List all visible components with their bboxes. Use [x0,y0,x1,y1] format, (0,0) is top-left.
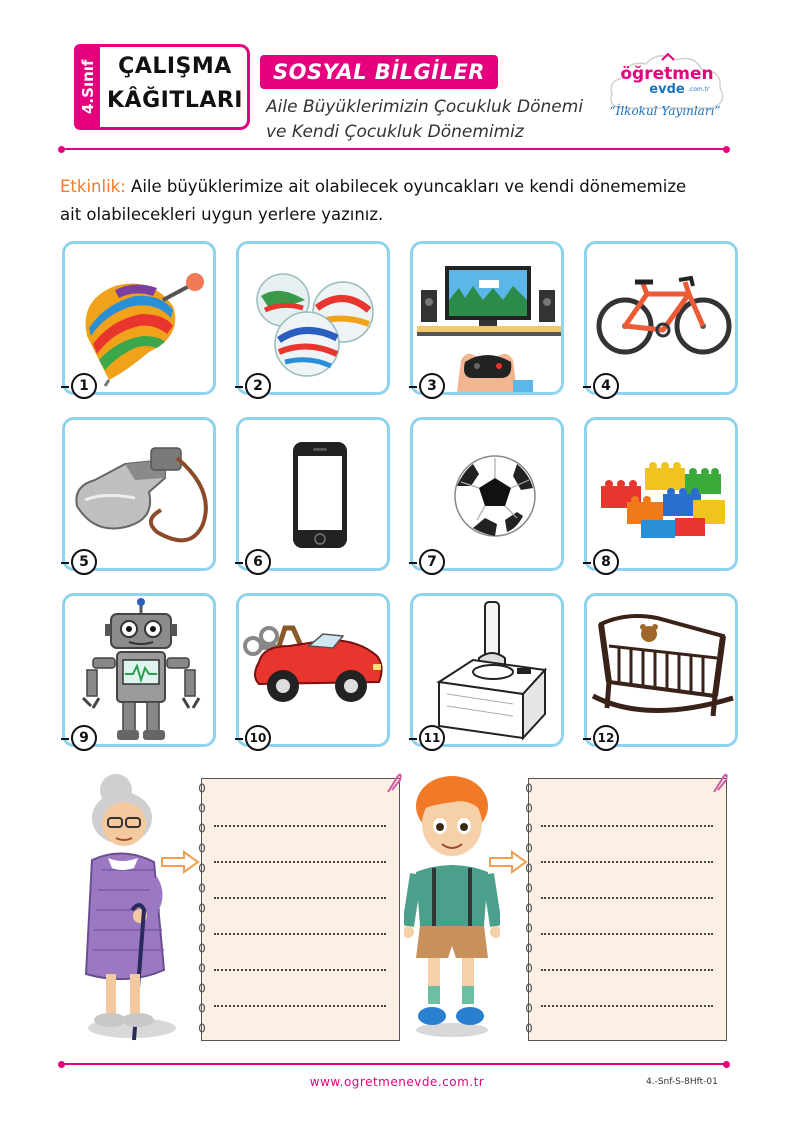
grade-label: 4.Sınıf [79,59,97,115]
boy-icon [404,776,500,1040]
smartphone-icon [239,420,387,568]
item-number: 12 [593,725,619,751]
item-card-1 [62,241,216,395]
number-line [235,562,243,564]
item-number: 11 [419,725,445,751]
number-line [235,738,243,740]
footer-rule [62,1063,726,1065]
item-card-4 [584,241,738,395]
arrow-right-icon [160,850,200,874]
item-card-12 [584,593,738,747]
paperclip-icon [384,772,404,794]
joystick-icon [413,596,561,744]
number-line [61,386,69,388]
answer-line[interactable] [541,861,713,863]
number-line [583,386,591,388]
rule-dot [58,1061,65,1068]
lego-bricks-icon [587,420,735,568]
answer-line[interactable] [541,825,713,827]
footer-url[interactable]: www.ogretmenevde.com.tr [309,1075,485,1089]
footer-code: 4.-Snf-S-8Hft-01 [646,1077,718,1087]
number-line [235,386,243,388]
wind-up-car-icon [239,596,387,744]
answer-paper-our-era [528,778,727,1041]
item-card-7 [410,417,564,571]
cradle-icon [587,596,735,744]
rule-dot [723,146,730,153]
arrow-right-icon [488,850,528,874]
number-line [409,738,417,740]
item-card-3 [410,241,564,395]
item-number: 3 [419,373,445,399]
answer-line[interactable] [541,969,713,971]
answer-line[interactable] [214,933,386,935]
rule-dot [723,1061,730,1068]
item-card-6 [236,417,390,571]
number-line [409,562,417,564]
answer-line[interactable] [541,897,713,899]
item-card-8 [584,417,738,571]
answer-line[interactable] [214,969,386,971]
number-line [61,562,69,564]
item-number: 9 [71,725,97,751]
subject-title: SOSYAL BİLGİLER [273,60,485,84]
spiral-binding [525,778,533,1041]
video-game-icon [413,244,561,392]
answer-line[interactable] [541,933,713,935]
instruction [60,173,700,229]
logo-domain: .com.tr [688,86,710,93]
item-number: 4 [593,373,619,399]
item-number: 10 [245,725,271,751]
whistle-icon [65,420,213,568]
item-card-9 [62,593,216,747]
instruction-label: Etkinlik: [60,177,126,196]
item-card-2 [236,241,390,395]
item-number: 1 [71,373,97,399]
logo-main: öğretmen [620,64,714,84]
number-line [61,738,69,740]
answer-line[interactable] [214,1005,386,1007]
grandmother-icon [72,770,192,1046]
number-line [409,386,417,388]
paperclip-icon [710,772,730,794]
instruction-text: Aile büyüklerimize ait olabilecek oyuncakları ve kendi dönememize ait olabilecekleri uygun yerlere yazınız. [60,177,687,224]
answer-line[interactable] [214,897,386,899]
robot-icon [65,596,213,744]
spinning-top-icon [65,244,213,392]
logo-tagline: “İlkokul Yayınları” [609,104,721,118]
answer-paper-elders [201,778,400,1041]
item-card-11 [410,593,564,747]
number-line [583,738,591,740]
rule-dot [58,146,65,153]
item-number: 6 [245,549,271,575]
item-number: 7 [419,549,445,575]
answer-line[interactable] [214,825,386,827]
item-number: 5 [71,549,97,575]
spiral-binding [198,778,206,1041]
title-line-2: KÂĞITLARI [107,88,243,113]
item-card-10 [236,593,390,747]
logo-sub: evde [649,82,685,97]
answer-line[interactable] [541,1005,713,1007]
number-line [583,562,591,564]
marbles-icon [239,244,387,392]
title-line-1: ÇALIŞMA [118,54,232,79]
item-number: 8 [593,549,619,575]
answer-line[interactable] [214,861,386,863]
bicycle-icon [587,244,735,392]
topic-line-1: Aile Büyüklerimizin Çocukluk Dönemi [266,97,584,117]
topic-line-2: ve Kendi Çocukluk Dönemimiz [266,122,524,142]
item-number: 2 [245,373,271,399]
item-card-5 [62,417,216,571]
soccer-ball-icon [413,420,561,568]
header-rule [62,148,726,150]
